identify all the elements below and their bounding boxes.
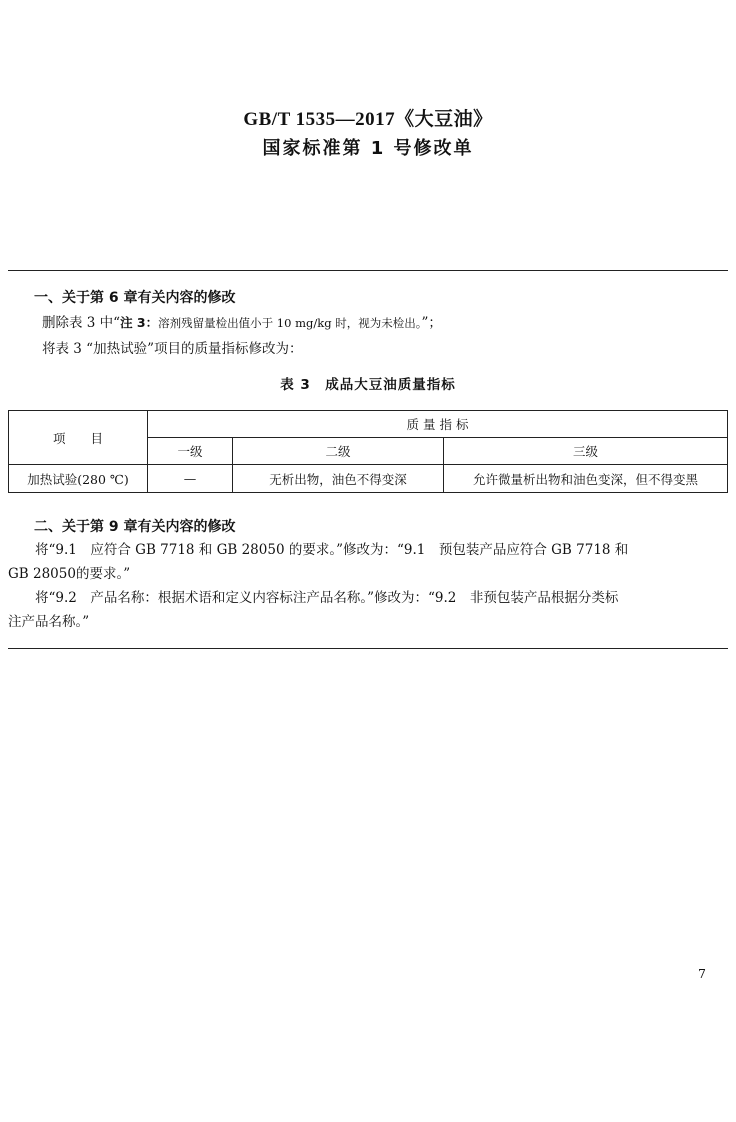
section1-paragraph-2: 将表 3 “加热试验”项目的质量指标修改为： (42, 341, 303, 357)
grade-3-header: 三级 (444, 438, 728, 465)
page-number: 7 (698, 966, 706, 981)
section2-body (8, 538, 728, 634)
section2-p1-line1: 将“9.1 应符合 GB 7718 和 GB 28050 的要求。”修改为：“9.1 预包装产品应符合 GB 7718 和 (8, 542, 629, 558)
table-caption: 表 3 成品大豆油质量指标 (280, 377, 456, 393)
document-subtitle: 国家标准第 1 号修改单 (262, 138, 474, 159)
quality-table (8, 410, 728, 493)
section1-heading: 一、关于第 6 章有关内容的修改 (34, 290, 236, 306)
document-title: GB/T 1535—2017《大豆油》 (243, 109, 493, 130)
row-item-cell: 加热试验(280 ℃) (9, 465, 148, 493)
header-group-cell: 质 量 指 标 (148, 411, 728, 438)
grade-1-header: 一级 (148, 438, 233, 465)
section2-p1-line2: GB 28050的要求。” (8, 566, 131, 582)
grade-1-value: — (148, 465, 233, 493)
grade-2-header: 二级 (233, 438, 444, 465)
header-item-cell: 项 目 (9, 411, 148, 465)
grade-2-value: 无析出物，油色不得变深 (233, 465, 444, 493)
top-divider (8, 270, 728, 271)
note-label: 注 3： (120, 315, 159, 330)
section2-heading: 二、关于第 9 章有关内容的修改 (34, 519, 236, 535)
section2-p2-line2: 注产品名称。” (8, 614, 90, 630)
bottom-divider (8, 648, 728, 649)
table-header-row (9, 411, 728, 438)
note-text: 溶剂残留量检出值小于 10 mg/kg 时，视为未检出。 (158, 316, 422, 330)
section1-paragraph-1 (42, 311, 442, 331)
section2-p2-line1: 将“9.2 产品名称：根据术语和定义内容标注产品名称。”修改为：“9.2 非预包装产品根据分类标 (8, 590, 619, 606)
section1-p1-suffix: ”； (421, 315, 442, 331)
table-row (9, 465, 728, 493)
section1-p1-prefix: 删除表 3 中“ (42, 315, 121, 331)
grade-3-value: 允许微量析出物和油色变深，但不得变黑 (444, 465, 728, 493)
